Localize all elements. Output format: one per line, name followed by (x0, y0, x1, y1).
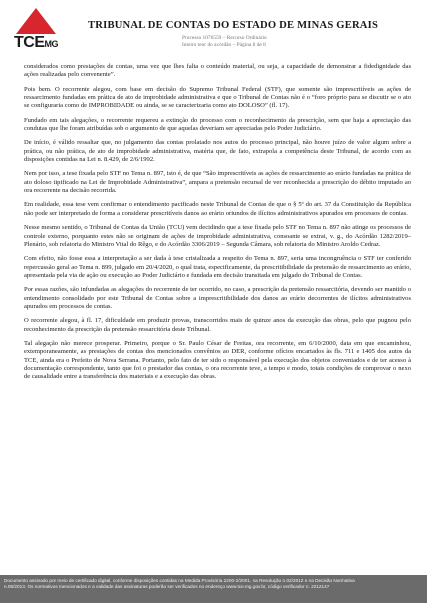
signature-footer (4, 578, 424, 590)
paragraph: Pois bem. O recorrente alegou, com base em decisão do Supremo Tribunal Federal (STF), que somente são imprescritíveis as ações de ressarcimento fundadas em prática de ato de improbidade administrativa e que o Tribunal de Contas não é o “foro próprio para se discutir se o ato se configuraria como de IMPROBIDADE ou ainda, se se caracterizaria como ato DOLOSO” (fl. 17). (24, 85, 411, 110)
paragraph: Em realidade, essa tese vem confirmar o entendimento pacificado neste Tribunal de Contas de que o § 5º do art. 37 da Constituição da República não pode ser interpretado de forma a considerar prescritíveis danos ao erário oriundos de ilícitos administrativos apurados em processos de contas. (24, 201, 411, 217)
paragraph: Fundado em tais alegações, o recorrente requereu a extinção do processo com o reconhecimento da prescrição, sem que haja a apreciação das condutas que lhe foram atribuídas sob o argumento de que aquelas deveriam ser apreciadas pelo Poder Judiciário. (24, 116, 411, 133)
paragraph: Nem por isso, a tese fixada pelo STF no Tema n. 897, isto é, de que “São imprescritíveis as ações de ressarcimento ao erário fundadas na prática de ato doloso tipificado na Lei de Improbidade Administrativa”, ampara a pretensão recursal de ver reconhecida a prescrição do débito imputado ao ora recorrente na decisão recorrida. (24, 170, 411, 195)
organization-name: TRIBUNAL DE CONTAS DO ESTADO DE MINAS GERAIS (88, 20, 379, 31)
paragraph: De início, é válido ressaltar que, no julgamento das contas prolatado nos autos do processo principal, não houve juízo de valor algum sobre a prática, ou não prática, de ato de improbidade administrativa, matéria que, de fato, extrapola a competência deste Tribunal, de acordo com as disposições contidas na Lei n. 8.429, de 2/6/1992. (24, 139, 411, 164)
paragraph: Por essas razões, são infundadas as alegações do recorrente de ter ocorrido, no caso, a prescrição da pretensão ressarcitória, devendo ser mantido o entendimento consolidado por este Tribunal de Contas sobre a imprescritibilidade dos danos ao erário decorrentes de ilícitos administrativos apurados em processos de contas. (24, 286, 411, 310)
paragraph: considerados como prestações de contas, uma vez que lhes falta o conteúdo material, ou seja, a capacidade de demonstrar a fidedignidade das ações realizadas pelo convenente”. (24, 63, 411, 79)
footer-line: n.05/2013. Os normativos mencionados e a validade das assinaturas poderão ser verificados no endereço www.tce.mg.gov.br, código verificador n. 2212147 (4, 584, 330, 590)
footer-line: Documento assinado por meio de certificado digital, conforme disposições contidas na Medida Provisória 2200-2/2001, na Resolução n.02/2012 e na Decisão Normativa (4, 578, 355, 583)
logo-wordmark: TCEMG (14, 34, 58, 51)
paragraph: Com efeito, não fosse essa a interpretação a ser dada à tese cristalizada a respeito do Tema n. 897, seria uma incongruência o STF ter conferido repercussão geral ao Tema n. 899, julgado em 20/4/2020, o qual trata, especificamente, da prescritibilidade da pretensão de ressarcimento ao erário, apresentada pela via de ação ou execução ao Poder Judiciário e fundada em decisão transitada em julgado do Tribunal de Contas. (24, 255, 411, 279)
tce-logo (14, 8, 60, 52)
meta-process: Processo 1076559 – Recurso Ordinário (182, 35, 267, 41)
paragraph: O recorrente alegou, à fl. 17, dificuldade em produzir provas, transcorridos mais de quinze anos da execução das obras, pelo que pugnou pelo reconhecimento da prescrição da pretensão ressarcitória deste Tribunal. (24, 317, 411, 333)
paragraph: Nesse mesmo sentido, o Tribunal de Contas da União (TCU) vem decidindo que a tese fixada pelo STF no Tema n. 897 não atinge os processos de controle externo, porquanto estes não se originam de ações de improbidade administrativa, consoante se extrai, v. g., do Acórdão 1282/2019–Plenário, sob relatoria do Ministro Vital do Rêgo, e do Acórdão 3306/2019 – Segunda Câmara, sob relatoria do Ministro Aroldo Cedraz. (24, 224, 411, 248)
meta-page: Inteiro teor do acórdão – Página 8 de 8 (182, 42, 266, 48)
document-meta (182, 35, 267, 49)
paragraph: Tal alegação não merece prosperar. Primeiro, porque o Sr. Paulo César de Freitas, ora recorrente, em 6/10/2000, data em que encaminhou, extemporaneamente, as prestações de contas dos mencionados convênios ao DER, conforme ofícios encartados às fls. 711 e 1405 dos autos da TCE, ainda era o Prefeito de Nova Serrana. Portanto, pelo fato de ter sido o responsável pela execução dos objetos conveniados e de ter acesso à documentação correspondente, tanto que foi o prestador das contas, o ora recorrente teve, a tempo e modo, totais condições de comprovar o nexo de causalidade entre a transferência dos materiais e a execução das obras. (24, 339, 411, 381)
logo-emblem-icon (16, 8, 56, 34)
document-body (24, 63, 411, 388)
